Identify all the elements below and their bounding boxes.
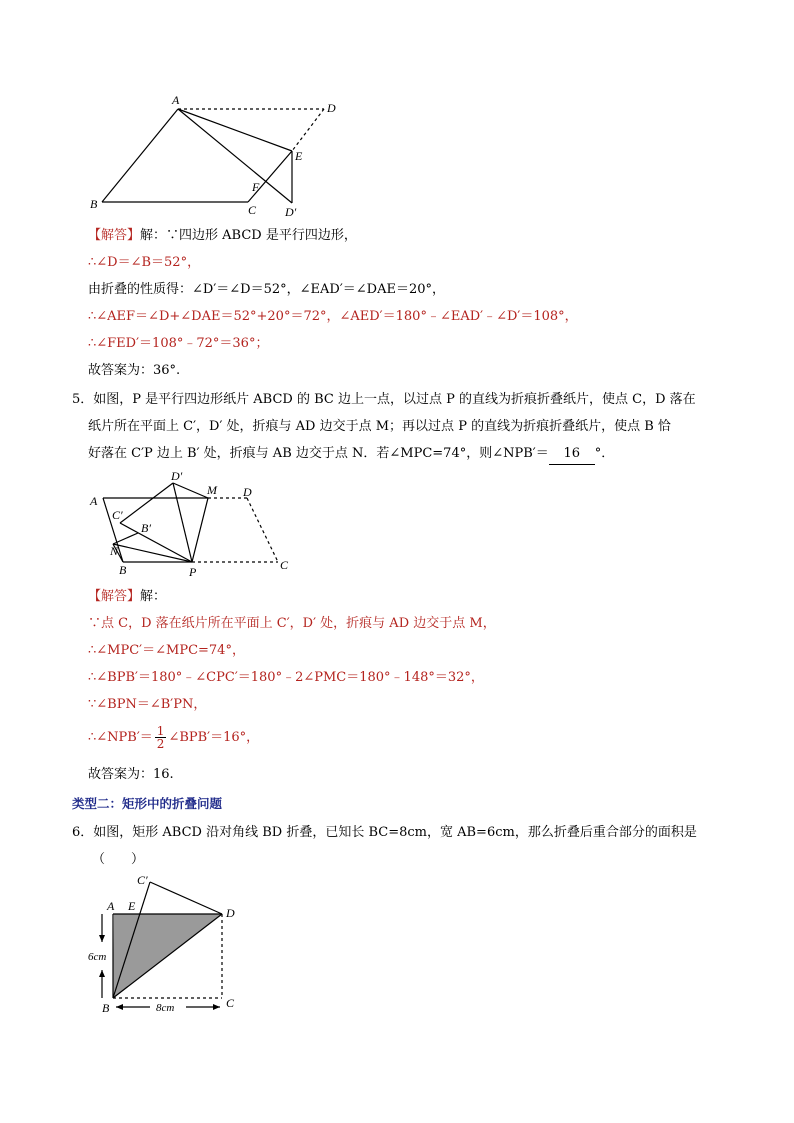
fig2-label-a: A	[90, 494, 98, 508]
solution4-line3: 由折叠的性质得：∠D′＝∠D＝52°，∠EAD′＝∠DAE＝20°，	[88, 282, 446, 297]
fig1-label-e: E	[295, 149, 303, 163]
fig1-label-d: D	[327, 101, 336, 115]
solution4-line2: ∴∠D＝∠B＝52°，	[88, 255, 201, 270]
fig3-label-width: 8cm	[156, 1002, 175, 1014]
question5-line3: 好落在 C′P 边上 B′ 处，折痕与 AB 边交于点 N．若∠MPC=74°，则∠NPB′＝ 16 °．	[88, 444, 614, 465]
solution5-line4: ∴∠BPB′＝180°﹣∠CPC′＝180°﹣2∠PMC＝180°﹣148°＝32°，	[88, 670, 484, 685]
fig2-label-d: D	[243, 485, 252, 499]
fig3-label-b: B	[102, 1001, 110, 1015]
fig3-label-e: E	[128, 899, 136, 913]
fig3-label-d: D	[226, 906, 235, 920]
question5-answer-blank: 16	[549, 444, 595, 465]
fig2-label-c-prime: C′	[112, 508, 123, 522]
figure-parallelogram-fold-2	[85, 468, 300, 578]
question5-line1: 5．如图，P 是平行四边形纸片 ABCD 的 BC 边上一点，以过点 P 的直线为折痕折叠纸片，使点 C，D 落在	[72, 392, 696, 407]
solution5-line3: ∴∠MPC′＝∠MPC=74°，	[88, 643, 245, 658]
fig2-label-m: M	[207, 483, 217, 497]
question6-line2: （ ）	[92, 852, 145, 867]
solution5-line7: 故答案为：16.	[88, 767, 174, 782]
fig1-label-c: C	[248, 203, 257, 217]
solution4-line6: 故答案为：36°.	[88, 363, 181, 378]
fig1-label-f: F	[252, 180, 260, 194]
fig3-label-a: A	[107, 899, 115, 913]
fig2-label-p: P	[189, 565, 197, 578]
solution5-line1: 【解答】解：	[88, 589, 167, 604]
solution4-line5: ∴∠FED′＝108°﹣72°＝36°；	[88, 336, 269, 351]
fig2-label-d-prime: D′	[171, 469, 183, 483]
solution4-line4: ∴∠AEF＝∠D+∠DAE＝52°+20°＝72°，∠AED′＝180°﹣∠EAD′﹣∠D′＝108°，	[88, 309, 578, 324]
fig1-label-b: B	[90, 197, 98, 211]
solution5-line6: ∴∠NPB′＝ $\frac{1}{2}$ ∠BPB′＝16°，	[88, 724, 260, 751]
figure-rectangle-fold	[80, 872, 250, 1017]
fig2-label-c: C	[280, 558, 289, 572]
fig1-label-a: A	[172, 93, 180, 107]
fig3-label-height: 6cm	[88, 951, 107, 963]
fig1-label-d-prime: D′	[285, 205, 297, 219]
solution4-line1: 【解答】解：∵四边形 ABCD 是平行四边形，	[88, 228, 357, 243]
section-heading-type2: 类型二：矩形中的折叠问题	[72, 796, 223, 811]
question5-line2: 纸片所在平面上 C′，D′ 处，折痕与 AD 边交于点 M；再以过点 P 的直线为折痕折叠纸片，使点 B 恰	[88, 419, 671, 434]
fig3-label-c-prime: C′	[137, 873, 148, 887]
solution5-line2: ∵点 C，D 落在纸片所在平面上 C′，D′ 处，折痕与 AD 边交于点 M，	[88, 616, 496, 631]
solution5-line5: ∵∠BPN＝∠B′PN，	[88, 697, 207, 712]
fig2-label-b: B	[119, 563, 127, 577]
fig3-label-c: C	[226, 996, 235, 1010]
question6-line1: 6．如图，矩形 ABCD 沿对角线 BD 折叠，已知长 BC=8cm，宽 AB=6cm，那么折叠后重合部分的面积是	[72, 825, 697, 840]
fig2-label-n: N	[110, 544, 119, 558]
fig2-label-b-prime: B′	[141, 521, 151, 535]
fraction-one-half: $\frac{1}{2}$	[156, 724, 165, 751]
figure-parallelogram-fold-1	[80, 90, 350, 225]
